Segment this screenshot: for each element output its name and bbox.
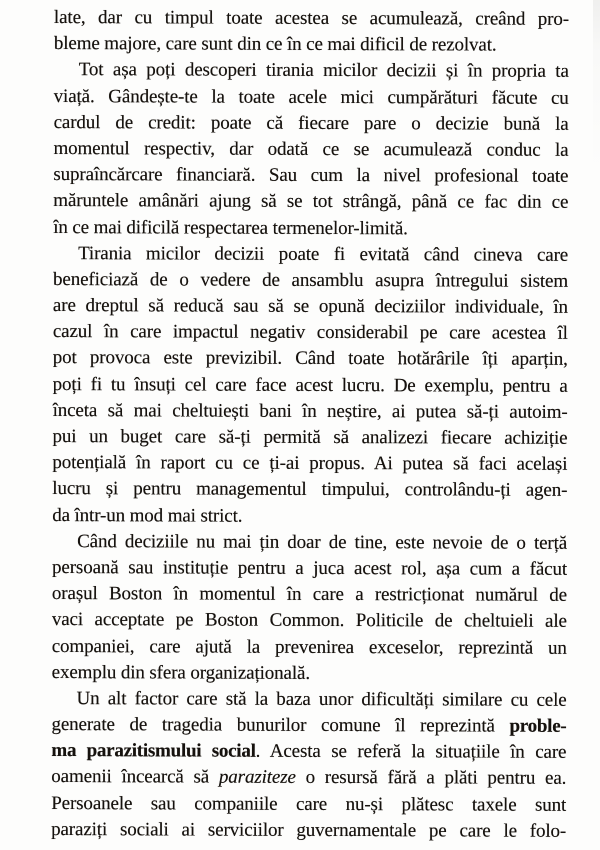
text-line bbox=[52, 633, 567, 661]
text-line bbox=[52, 529, 567, 557]
paragraph bbox=[52, 241, 568, 531]
text-segment: Tirania micilor decizii poate fi evitată când cineva care bbox=[78, 242, 569, 266]
text-segment: are dreptul să reducă sau să se opună deciziilor individuale, în bbox=[52, 295, 568, 318]
text-line bbox=[53, 214, 568, 242]
text-segment: companiei, care ajută la prevenirea exceselor, reprezintă un bbox=[51, 635, 567, 659]
text-segment: pot provoca este previzibil. Când toate hotărârile îți aparțin, bbox=[52, 347, 568, 371]
text-line bbox=[53, 319, 568, 347]
text-segment: lucru și pentru managementul timpului, controlându-ți agen- bbox=[52, 478, 568, 502]
text-segment: persoană sau instituție pentru a juca acest rol, așa cum a făcut bbox=[52, 556, 568, 580]
text-segment: o resursă fără a plăti pentru ea. bbox=[295, 767, 567, 790]
text-segment: măruntele amânări ajung să se tot strângă, până ce fac din ce bbox=[53, 190, 569, 214]
text-segment: Tot așa poți descoperi tirania micilor decizii și în propria ta bbox=[78, 59, 569, 83]
text-line bbox=[54, 31, 569, 59]
text-line bbox=[53, 136, 568, 164]
text-segment: Când deciziile nu mai țin doar de tine, este nevoie de o terță bbox=[77, 530, 568, 554]
text-line bbox=[52, 476, 567, 504]
paragraph bbox=[52, 529, 568, 688]
text-line bbox=[51, 712, 566, 740]
text-segment: supraîncărcare financiară. Sau cum la nivel profesional toate bbox=[53, 164, 569, 187]
text-segment: Persoanele sau companiile care nu-și plătesc taxele sunt bbox=[51, 792, 567, 816]
text-segment: viață. Gândește-te la toate acele mici cumpărături făcute cu bbox=[53, 85, 569, 109]
text-segment: late, dar cu timpul toate acestea se acumulează, creând pro- bbox=[53, 6, 569, 30]
text-segment: oamenii încearcă să bbox=[51, 766, 219, 789]
text-line bbox=[52, 503, 567, 531]
bold-text-segment: proble- bbox=[509, 715, 567, 737]
text-segment: cazul în care impactul negativ considerabil pe care acestea îl bbox=[52, 321, 568, 345]
text-line bbox=[54, 84, 569, 112]
text-line bbox=[54, 57, 569, 85]
text-line bbox=[52, 581, 567, 609]
text-segment: vaci acceptate pe Boston Common. Politicile de cheltuieli ale bbox=[51, 609, 567, 633]
text-line bbox=[54, 110, 569, 138]
text-segment: înceta să mai cheltuiești bani în neștire, ai putea să-ți autoim- bbox=[52, 399, 568, 423]
bold-text-segment: ma parazitismului social bbox=[51, 740, 256, 762]
text-line bbox=[53, 162, 568, 190]
text-segment: cardul de credit: poate că fiecare pare o decizie bună la bbox=[53, 111, 569, 135]
text-segment: potențială în raport cu ce ți-ai propus. Ai putea să faci același bbox=[52, 452, 568, 475]
text-line bbox=[53, 372, 568, 400]
text-line bbox=[53, 398, 568, 426]
text-line bbox=[51, 817, 566, 845]
text-segment: orașul Boston în momentul în care a restricționat numărul de bbox=[51, 583, 567, 606]
text-line bbox=[52, 686, 567, 714]
text-line bbox=[52, 555, 567, 583]
text-line bbox=[53, 293, 568, 321]
text-segment: exemplu din sfera organizațională. bbox=[51, 661, 311, 684]
text-line bbox=[52, 607, 567, 635]
text-line bbox=[54, 5, 569, 33]
text-segment: beneficiază de o vedere de ansamblu asupra întregului sistem bbox=[53, 268, 569, 292]
text-segment: poți fi tu însuți cel care face acest lucru. De exemplu, pentru a bbox=[52, 373, 568, 397]
text-segment: bleme majore, care sunt din ce în ce mai dificil de rezolvat. bbox=[53, 33, 497, 56]
text-line bbox=[51, 764, 566, 792]
text-block bbox=[51, 5, 569, 845]
text-line bbox=[51, 791, 566, 819]
text-line bbox=[52, 424, 567, 452]
text-segment: da într-un mod mai strict. bbox=[52, 504, 243, 527]
text-line bbox=[52, 450, 567, 478]
text-segment: momentul respectiv, dar odată ce se acumulează conduc la bbox=[53, 137, 569, 161]
italic-text-segment: paraziteze bbox=[218, 767, 296, 789]
text-line bbox=[53, 241, 568, 269]
text-line bbox=[53, 188, 568, 216]
text-segment: pui un buget care să-ți permită să analizezi fiecare achiziție bbox=[52, 425, 568, 449]
text-line bbox=[52, 660, 567, 688]
paragraph bbox=[51, 686, 567, 845]
paragraph bbox=[54, 5, 569, 59]
text-line bbox=[53, 345, 568, 373]
text-segment: . Acesta se referă la situațiile în care bbox=[255, 740, 567, 764]
text-segment: Un alt factor care stă la baza unor dificultăți similare cu cele bbox=[76, 687, 567, 711]
text-line bbox=[51, 738, 566, 766]
scan-edge-shadow bbox=[593, 0, 600, 850]
text-segment: în ce mai dificilă respectarea termenelor-limită. bbox=[53, 216, 408, 239]
paragraph bbox=[53, 57, 569, 242]
text-line bbox=[53, 267, 568, 295]
text-segment: generate de tragedia bunurilor comune îl reprezintă bbox=[51, 714, 510, 737]
text-segment: paraziți sociali ai serviciilor guvernamentale pe care le folo- bbox=[51, 818, 567, 842]
